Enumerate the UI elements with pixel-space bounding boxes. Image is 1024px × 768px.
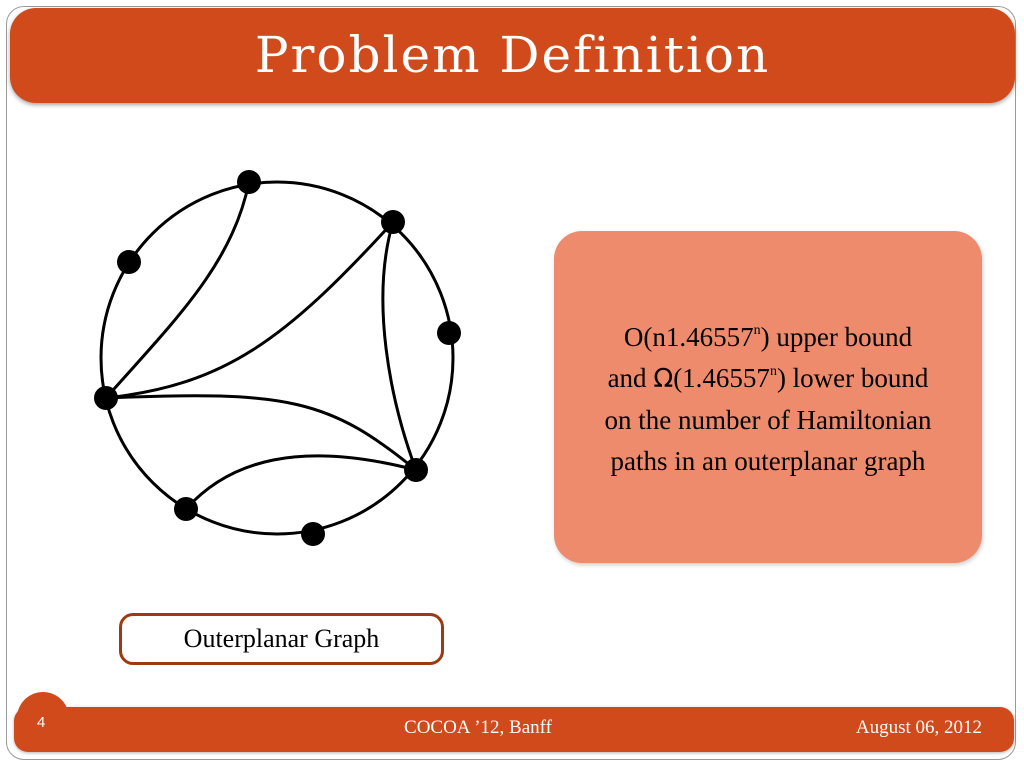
footer-conference: COCOA ’12, Banff bbox=[404, 717, 552, 738]
graph-outer-cycle bbox=[101, 182, 453, 534]
graph-vertex bbox=[404, 458, 428, 482]
and-word: and bbox=[607, 363, 654, 393]
page-number: 4 bbox=[37, 714, 46, 731]
graph-edge bbox=[383, 222, 416, 470]
graph-caption-box bbox=[119, 613, 444, 665]
bounds-line-upper bbox=[554, 317, 982, 358]
graph-vertex bbox=[381, 210, 405, 234]
bounds-line-3: on the number of Hamiltonian bbox=[604, 405, 932, 435]
graph-vertex bbox=[174, 497, 198, 521]
graph-vertex bbox=[301, 522, 325, 546]
bounds-info-box bbox=[554, 231, 982, 563]
footer-date: August 06, 2012 bbox=[855, 717, 982, 738]
bounds-line-lower bbox=[554, 358, 982, 400]
graph-vertex bbox=[94, 386, 118, 410]
bounds-line-4: paths in an outerplanar graph bbox=[610, 446, 926, 476]
upper-bound-exponent: n bbox=[753, 323, 761, 338]
slide-title: Problem Definition bbox=[254, 26, 771, 84]
graph-vertex bbox=[117, 250, 141, 274]
graph-caption: Outerplanar Graph bbox=[183, 624, 380, 653]
lower-bound-expr: (1.46557 bbox=[673, 363, 770, 393]
omega-symbol: Ω bbox=[653, 364, 674, 394]
graph-vertex bbox=[437, 321, 461, 345]
graph-vertex bbox=[237, 170, 261, 194]
bounds-text bbox=[554, 317, 982, 482]
graph-edge bbox=[106, 222, 393, 398]
upper-bound-expr: O(n1.46557 bbox=[623, 322, 754, 352]
lower-bound-label: ) lower bound bbox=[776, 363, 929, 393]
upper-bound-label: ) upper bound bbox=[760, 322, 913, 352]
lower-bound-exponent: n bbox=[769, 364, 777, 379]
